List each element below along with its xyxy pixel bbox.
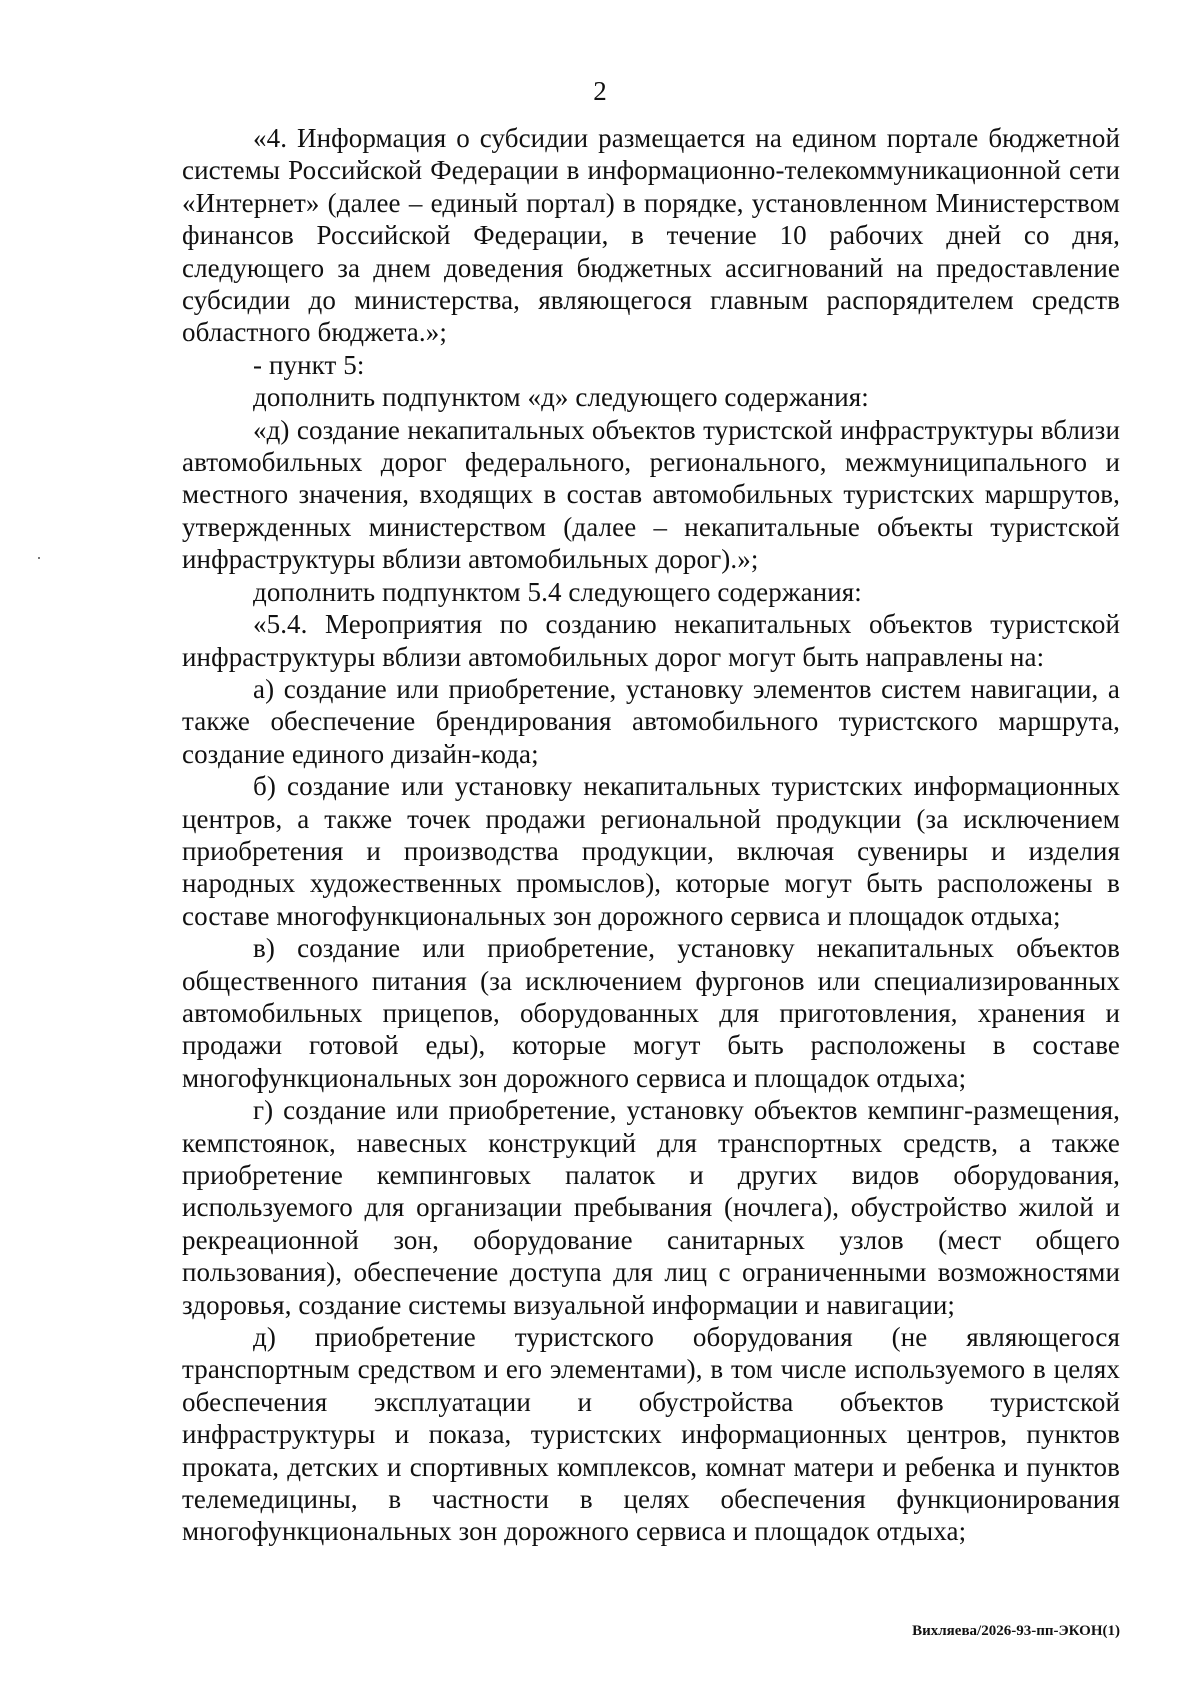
- paragraph-punkt-5: - пункт 5:: [253, 349, 365, 380]
- document-body: [182, 122, 1120, 1548]
- scan-artifact: [38, 557, 40, 559]
- page-number: 2: [593, 76, 607, 106]
- paragraph-5-4-v: в) создание или приобретение, установку некапитальных объектов общественного питания (за исключением фургонов или специализированных автомобильных прицепов, оборудованных для приготовления, хранения и продажи готовой еды), которые могут быть расположены в составе многофункциональных зон дорожного сервиса и площадок отдыха;: [182, 933, 1120, 1093]
- paragraph-add-subpoint-d: дополнить подпунктом «д» следующего содержания:: [253, 382, 869, 413]
- paragraph-5-4: «5.4. Мероприятия по созданию некапитальных объектов туристской инфраструктуры вблизи автомобильных дорог могут быть направлены на:: [182, 609, 1120, 672]
- paragraph-5-4-d: д) приобретение туристского оборудования (не являющегося транспортным средством и его элементами), в том числе используемого в целях обеспечения эксплуатации и обустройства объектов туристской инфраструктуры и показа, туристских информационных центров, пунктов проката, детских и спортивных комплексов, комнат матери и ребенка и пунктов телемедицины, в частности в целях обеспечения функционирования многофункциональных зон дорожного сервиса и площадок отдыха;: [182, 1322, 1120, 1547]
- paragraph-5-4-g: г) создание или приобретение, установку объектов кемпинг-размещения, кемпстоянок, навесных конструкций для транспортных средств, а также приобретение кемпинговых палаток и других видов оборудования, используемого для организации пребывания (ночлега), обустройство жилой и рекреационной зон, оборудование санитарных узлов (мест общего пользования), обеспечение доступа для лиц с ограниченными возможностями здоровья, создание системы визуальной информации и навигации;: [182, 1095, 1120, 1320]
- paragraph-add-subpoint-5-4: дополнить подпунктом 5.4 следующего содержания:: [253, 576, 862, 607]
- document-code: Вихляева/2026-93-пп-ЭКОН(1): [912, 1623, 1120, 1639]
- paragraph-5-4-b: б) создание или установку некапитальных туристских информационных центров, а также точек продажи региональной продукции (за исключением приобретения и производства продукции, включая сувениры и изделия народных художественных промыслов), которые могут быть расположены в составе многофункциональных зон дорожного сервиса и площадок отдыха;: [182, 771, 1120, 931]
- paragraph-subpoint-d: «д) создание некапитальных объектов туристской инфраструктуры вблизи автомобильных дорог федерального, регионального, межмуниципального и местного значения, входящих в состав автомобильных туристских маршрутов, утвержденных министерством (далее – некапитальные объекты туристской инфраструктуры вблизи автомобильных дорог).»;: [182, 414, 1120, 575]
- paragraph-4: «4. Информация о субсидии размещается на едином портале бюджетной системы Российской Федерации в информационно-телекоммуникационной сети «Интернет» (далее – единый портал) в порядке, установленном Министерством финансов Российской Федерации, в течение 10 рабочих дней со дня, следующего за днем доведения бюджетных ассигнований на предоставление субсидии до министерства, являющегося главным распорядителем средств областного бюджета.»;: [182, 123, 1120, 348]
- paragraph-5-4-a: а) создание или приобретение, установку элементов систем навигации, а также обеспечение брендирования автомобильного туристского маршрута, создание единого дизайн-кода;: [182, 673, 1120, 769]
